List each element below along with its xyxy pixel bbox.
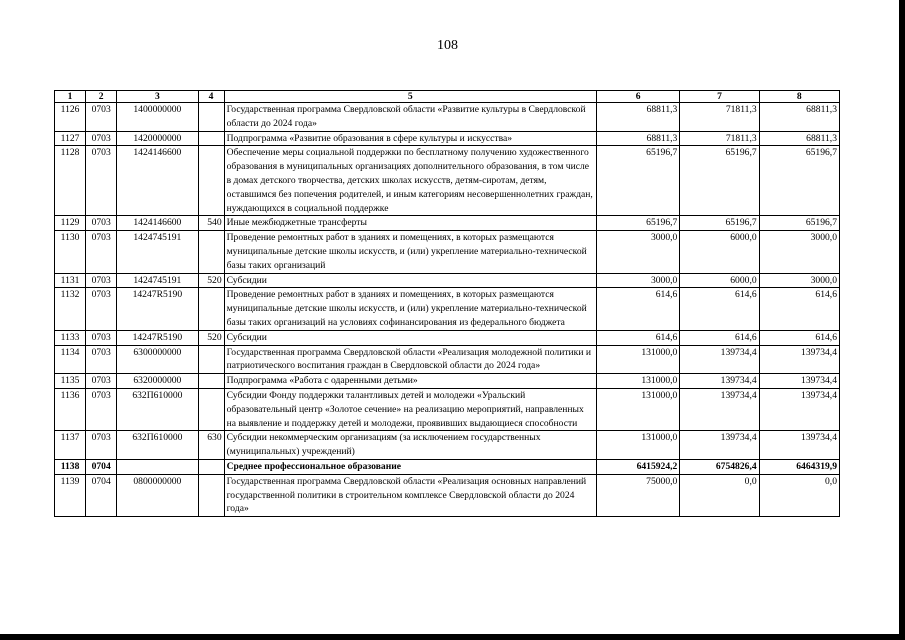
- column-header: 4: [198, 91, 224, 103]
- column-header: 2: [86, 91, 117, 103]
- amount-year3-cell: 139734,4: [759, 388, 839, 430]
- amount-year1-cell: 131000,0: [597, 431, 680, 460]
- target-article-cell: 6320000000: [117, 374, 198, 389]
- row-name-cell: Субсидии: [224, 330, 596, 345]
- target-article-cell: 0800000000: [117, 474, 198, 516]
- target-article-cell: 632П610000: [117, 388, 198, 430]
- column-header: 1: [55, 91, 86, 103]
- row-number-cell: 1132: [55, 288, 86, 330]
- column-header: 5: [224, 91, 596, 103]
- section-code-cell: 0703: [86, 288, 117, 330]
- target-article-cell: 1424745191: [117, 231, 198, 273]
- expense-type-cell: 630: [198, 431, 224, 460]
- section-code-cell: 0704: [86, 474, 117, 516]
- section-code-cell: 0704: [86, 459, 117, 474]
- amount-year2-cell: 139734,4: [680, 388, 759, 430]
- expense-type-cell: [198, 231, 224, 273]
- table-row: [55, 103, 840, 132]
- table-row: [55, 273, 840, 288]
- table-row: [55, 131, 840, 146]
- amount-year3-cell: 0,0: [759, 474, 839, 516]
- section-code-cell: 0703: [86, 131, 117, 146]
- amount-year2-cell: 614,6: [680, 330, 759, 345]
- target-article-cell: 6300000000: [117, 345, 198, 374]
- expense-type-cell: 540: [198, 216, 224, 231]
- target-article-cell: 1400000000: [117, 103, 198, 132]
- amount-year3-cell: 65196,7: [759, 146, 839, 216]
- column-header: 8: [759, 91, 839, 103]
- expense-type-cell: 520: [198, 273, 224, 288]
- target-article-cell: 14247R5190: [117, 330, 198, 345]
- section-code-cell: 0703: [86, 431, 117, 460]
- row-name-cell: Проведение ремонтных работ в зданиях и помещениях, в которых размещаются муниципальные детские школы искусств, и (или) укрепление материально-технической базы таких организаций: [224, 231, 596, 273]
- expense-type-cell: [198, 474, 224, 516]
- amount-year2-cell: 71811,3: [680, 103, 759, 132]
- expense-type-cell: [198, 288, 224, 330]
- amount-year1-cell: 68811,3: [597, 131, 680, 146]
- target-article-cell: [117, 459, 198, 474]
- amount-year3-cell: 68811,3: [759, 103, 839, 132]
- amount-year3-cell: 139734,4: [759, 431, 839, 460]
- column-header: 3: [117, 91, 198, 103]
- column-header: 6: [597, 91, 680, 103]
- amount-year2-cell: 139734,4: [680, 345, 759, 374]
- table-row: [55, 216, 840, 231]
- amount-year2-cell: 6000,0: [680, 273, 759, 288]
- expense-type-cell: 520: [198, 330, 224, 345]
- amount-year1-cell: 131000,0: [597, 388, 680, 430]
- section-code-cell: 0703: [86, 216, 117, 231]
- amount-year2-cell: 65196,7: [680, 216, 759, 231]
- expense-type-cell: [198, 374, 224, 389]
- row-name-cell: Субсидии некоммерческим организациям (за исключением государственных (муниципальных) учреждений): [224, 431, 596, 460]
- row-name-cell: Среднее профессиональное образование: [224, 459, 596, 474]
- column-header: 7: [680, 91, 759, 103]
- amount-year1-cell: 131000,0: [597, 345, 680, 374]
- page-number: 108: [437, 38, 458, 53]
- table-row: [55, 231, 840, 273]
- row-name-cell: Субсидии Фонду поддержки талантливых детей и молодежи «Уральский образовательный центр «Золотое сечение» на реализацию мероприятий, направленных на выявление и поддержку детей и молодежи, проявивших выдающиеся способности: [224, 388, 596, 430]
- target-article-cell: 1424745191: [117, 273, 198, 288]
- row-number-cell: 1134: [55, 345, 86, 374]
- amount-year2-cell: 139734,4: [680, 431, 759, 460]
- row-name-cell: Государственная программа Свердловской области «Развитие культуры в Свердловской области до 2024 года»: [224, 103, 596, 132]
- row-number-cell: 1131: [55, 273, 86, 288]
- amount-year3-cell: 139734,4: [759, 374, 839, 389]
- amount-year3-cell: 68811,3: [759, 131, 839, 146]
- row-name-cell: Подпрограмма «Развитие образования в сфере культуры и искусства»: [224, 131, 596, 146]
- amount-year1-cell: 614,6: [597, 330, 680, 345]
- row-name-cell: Обеспечение меры социальной поддержки по бесплатному получению художественного образования в муниципальных организациях дополнительного образования, в том числе в домах детского творчества, детских школах искусств, детям-сиротам, детям, оставшимся без попечения родителей, и иным категориям несовершеннолетних граждан, нуждающихся в социальной поддержке: [224, 146, 596, 216]
- expense-type-cell: [198, 146, 224, 216]
- expense-type-cell: [198, 388, 224, 430]
- row-name-cell: Иные межбюджетные трансферты: [224, 216, 596, 231]
- amount-year3-cell: 3000,0: [759, 231, 839, 273]
- table-row: [55, 388, 840, 430]
- table-row: [55, 288, 840, 330]
- amount-year2-cell: 65196,7: [680, 146, 759, 216]
- expense-type-cell: [198, 103, 224, 132]
- amount-year1-cell: 614,6: [597, 288, 680, 330]
- row-number-cell: 1133: [55, 330, 86, 345]
- section-code-cell: 0703: [86, 273, 117, 288]
- table-row: [55, 474, 840, 516]
- target-article-cell: 1420000000: [117, 131, 198, 146]
- amount-year3-cell: 614,6: [759, 330, 839, 345]
- row-number-cell: 1138: [55, 459, 86, 474]
- row-number-cell: 1128: [55, 146, 86, 216]
- section-code-cell: 0703: [86, 146, 117, 216]
- section-code-cell: 0703: [86, 374, 117, 389]
- row-number-cell: 1135: [55, 374, 86, 389]
- amount-year3-cell: 139734,4: [759, 345, 839, 374]
- table-row: [55, 330, 840, 345]
- table-header-row: [55, 91, 840, 103]
- target-article-cell: 1424146600: [117, 216, 198, 231]
- table-row: [55, 459, 840, 474]
- section-code-cell: 0703: [86, 103, 117, 132]
- target-article-cell: 1424146600: [117, 146, 198, 216]
- row-number-cell: 1139: [55, 474, 86, 516]
- amount-year3-cell: 65196,7: [759, 216, 839, 231]
- row-name-cell: Проведение ремонтных работ в зданиях и помещениях, в которых размещаются муниципальные детские школы искусств, и (или) укрепление материально-технической базы таких организаций на условиях софинансирования из федерального бюджета: [224, 288, 596, 330]
- table-row: [55, 374, 840, 389]
- amount-year1-cell: 65196,7: [597, 146, 680, 216]
- row-name-cell: Подпрограмма «Работа с одаренными детьми»: [224, 374, 596, 389]
- row-number-cell: 1127: [55, 131, 86, 146]
- table-row: [55, 146, 840, 216]
- section-code-cell: 0703: [86, 388, 117, 430]
- expense-type-cell: [198, 459, 224, 474]
- amount-year1-cell: 6415924,2: [597, 459, 680, 474]
- amount-year3-cell: 614,6: [759, 288, 839, 330]
- amount-year1-cell: 68811,3: [597, 103, 680, 132]
- row-number-cell: 1130: [55, 231, 86, 273]
- row-number-cell: 1129: [55, 216, 86, 231]
- row-name-cell: Субсидии: [224, 273, 596, 288]
- amount-year3-cell: 6464319,9: [759, 459, 839, 474]
- section-code-cell: 0703: [86, 330, 117, 345]
- row-name-cell: Государственная программа Свердловской области «Реализация основных направлений государственной политики в строительном комплексе Свердловской области до 2024 года»: [224, 474, 596, 516]
- amount-year2-cell: 139734,4: [680, 374, 759, 389]
- amount-year3-cell: 3000,0: [759, 273, 839, 288]
- budget-table: [54, 90, 840, 517]
- amount-year1-cell: 3000,0: [597, 231, 680, 273]
- section-code-cell: 0703: [86, 231, 117, 273]
- amount-year2-cell: 614,6: [680, 288, 759, 330]
- amount-year2-cell: 0,0: [680, 474, 759, 516]
- section-code-cell: 0703: [86, 345, 117, 374]
- amount-year1-cell: 65196,7: [597, 216, 680, 231]
- expense-type-cell: [198, 131, 224, 146]
- expense-type-cell: [198, 345, 224, 374]
- table-body: [55, 103, 840, 517]
- amount-year2-cell: 6754826,4: [680, 459, 759, 474]
- amount-year1-cell: 131000,0: [597, 374, 680, 389]
- row-name-cell: Государственная программа Свердловской области «Реализация молодежной политики и патриотического воспитания граждан в Свердловской области до 2024 года»: [224, 345, 596, 374]
- target-article-cell: 14247R5190: [117, 288, 198, 330]
- amount-year2-cell: 71811,3: [680, 131, 759, 146]
- amount-year1-cell: 75000,0: [597, 474, 680, 516]
- row-number-cell: 1126: [55, 103, 86, 132]
- row-number-cell: 1137: [55, 431, 86, 460]
- target-article-cell: 632П610000: [117, 431, 198, 460]
- amount-year2-cell: 6000,0: [680, 231, 759, 273]
- row-number-cell: 1136: [55, 388, 86, 430]
- amount-year1-cell: 3000,0: [597, 273, 680, 288]
- table-row: [55, 345, 840, 374]
- table-row: [55, 431, 840, 460]
